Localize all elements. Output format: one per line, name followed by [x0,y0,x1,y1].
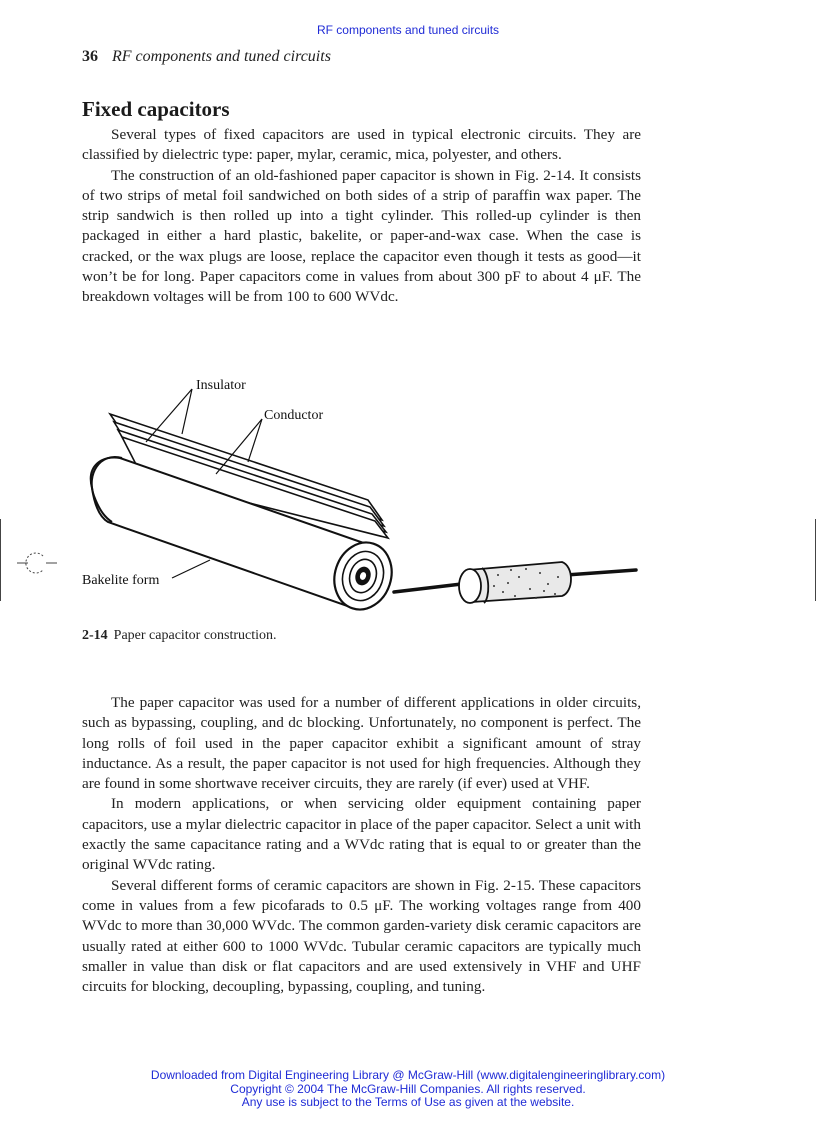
top-chapter-link[interactable]: RF components and tuned circuits [316,23,500,37]
paragraph: Several different forms of ceramic capacitors are shown in Fig. 2-15. These capacitors come in values from a few picofarads to 0.5 μF. The working voltages range from 400 WVdc to more than 30,000 WVdc. The common garden-variety disk ceramic capacitors are usually rated at either 600 to 1000 WVdc. Tubular ceramic capacitors are typically much smaller in value than disk or flat capacitors and are used extensively in VHF and UHF circuits for blocking, decoupling, bypassing, coupling, and tuning. [82,876,641,996]
capacitor-illustration [78,370,648,620]
body-text-bottom [82,693,641,997]
section-title: Fixed capacitors [82,97,230,121]
left-margin-mark [0,519,1,601]
body-text-top [82,125,641,308]
crosshair-icon [17,549,57,577]
caption-text: Paper capacitor construction. [113,628,277,643]
paragraph: The paper capacitor was used for a number of different applications in older circuits, such as bypassing, coupling, and dc blocking. Unfortunately, no component is perfect. The long rolls of foil used in the paper capacitor exhibit a significant amount of stray inductance. As a result, the paper capacitor is not used for high frequencies. Although they are found in some shortwave receiver circuits, they are rarely (if ever) used at VHF. [82,694,641,793]
footer-copyright: Copyright © 2004 The McGraw-Hill Companies. All rights reserved. [230,1081,586,1096]
figure-paper-capacitor [78,370,648,620]
conductor-label: Conductor [264,408,324,423]
insulator-label: Insulator [196,378,246,393]
paragraph: In modern applications, or when servicing older equipment containing paper capacitors, use a mylar dielectric capacitor in place of the paper capacitor. Select a unit with exactly the same capacitance rating and a WVdc rating that is equal to or greater than the original WVdc rating. [82,795,641,874]
packaged-capacitor [394,562,636,603]
paragraph: The construction of an old-fashioned paper capacitor is shown in Fig. 2-14. It consists of two strips of metal foil sandwiched on both sides of a strip of paraffin wax paper. The strip sandwich is then rolled up into a tight cylinder. This rolled-up cylinder is then packaged in either a hard plastic, bakelite, or paper-and-wax case. When the case is cracked, or the wax plugs are loose, replace the capacitor even though it tests as good—it won’t be for long. Paper capacitors come in values from about 300 pF to about 4 μF. The breakdown voltages will be from 100 to 600 WVdc. [82,166,641,306]
copyright-footer [0,1069,816,1110]
bakelite-label: Bakelite form [82,573,160,588]
footer-download-link[interactable]: Downloaded from Digital Engineering Library @ McGraw-Hill (www.digitalengineeringlibrary.com) [150,1068,666,1082]
caption-number: 2-14 [82,628,108,643]
page-number: 36 [82,48,98,65]
running-header [82,48,331,66]
running-title: RF components and tuned circuits [112,48,331,65]
figure-caption [82,628,277,644]
paragraph: Several types of fixed capacitors are used in typical electronic circuits. They are classified by dielectric type: paper, mylar, ceramic, mica, polyester, and others. [82,126,641,164]
footer-terms: Any use is subject to the Terms of Use as given at the website. [241,1095,575,1109]
